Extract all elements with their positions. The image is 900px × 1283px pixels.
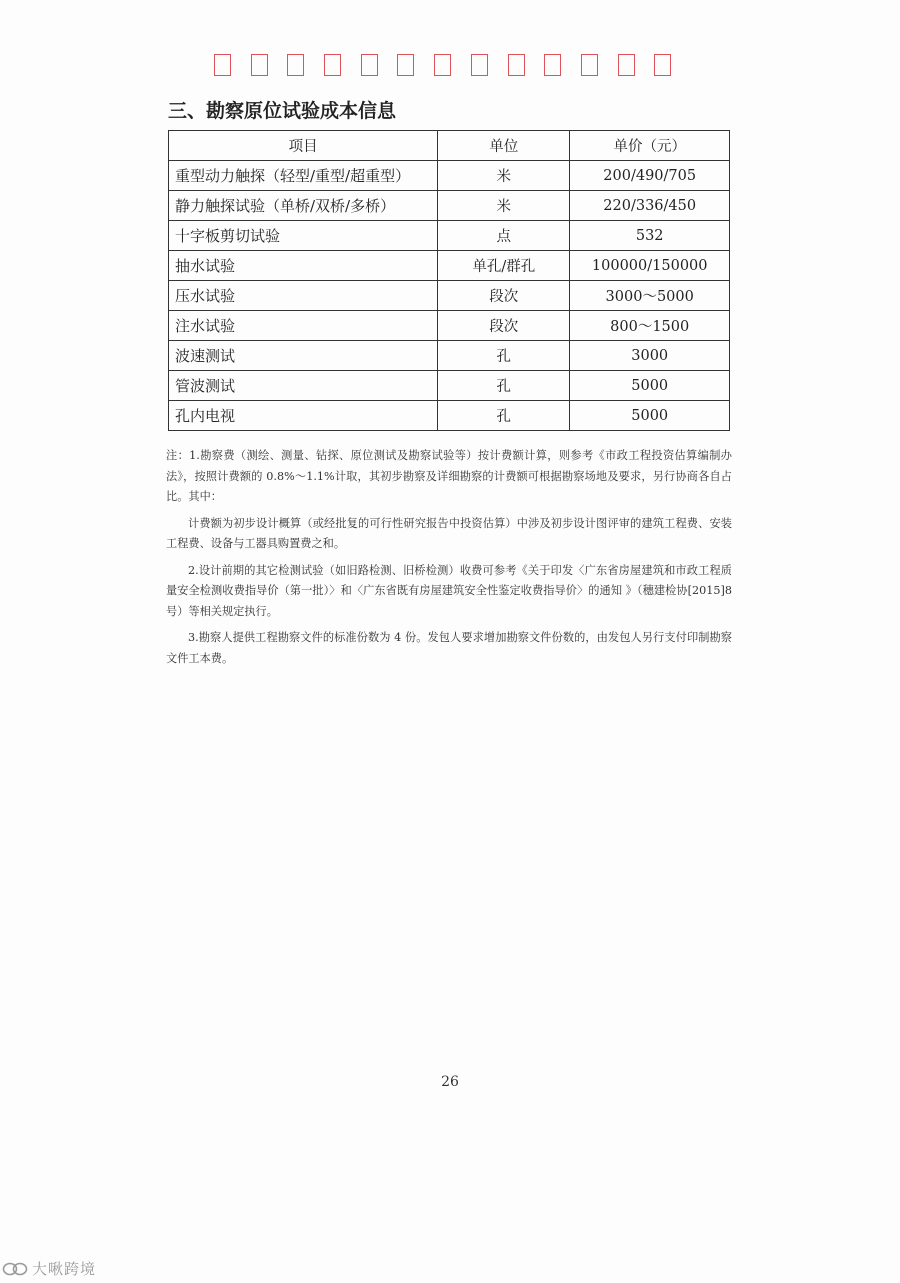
table-row <box>169 401 730 431</box>
header-unit: 单位 <box>438 131 570 161</box>
table-row <box>169 191 730 221</box>
header-box <box>214 54 231 76</box>
note-1-detail: 计费额为初步设计概算（或经批复的可行性研究报告中投资估算）中涉及初步设计图评审的建筑工程费、安装工程费、设备与工器具购置费之和。 <box>166 516 732 550</box>
cell-unit: 段次 <box>438 311 570 341</box>
cell-unit: 孔 <box>438 341 570 371</box>
cell-item: 静力触探试验（单桥/双桥/多桥） <box>169 191 438 221</box>
table-row <box>169 281 730 311</box>
table-row <box>169 311 730 341</box>
header-box <box>581 54 598 76</box>
header-box <box>361 54 378 76</box>
cell-unit: 点 <box>438 221 570 251</box>
header-item: 项目 <box>169 131 438 161</box>
cost-table <box>168 130 730 431</box>
cell-price: 100000/150000 <box>570 251 730 281</box>
header-box <box>251 54 268 76</box>
table-row <box>169 161 730 191</box>
table-row <box>169 341 730 371</box>
notes-section <box>166 446 732 675</box>
note-3: 3.勘察人提供工程勘察文件的标准份数为 4 份。发包人要求增加勘察文件份数的，由发包人另行支付印制勘察文件工本费。 <box>166 631 732 665</box>
cell-price: 5000 <box>570 371 730 401</box>
table-row <box>169 221 730 251</box>
cell-item: 管波测试 <box>169 371 438 401</box>
watermark <box>2 1258 96 1279</box>
cell-price: 200/490/705 <box>570 161 730 191</box>
header-box-row <box>214 54 691 76</box>
header-box <box>397 54 414 76</box>
header-price: 单价（元） <box>570 131 730 161</box>
note-1: 注：1.勘察费（测绘、测量、钻探、原位测试及勘察试验等）按计费额计算，则参考《市政工程投资估算编制办法》，按照计费额的 0.8%～1.1%计取，其初步勘察及详细勘察的计费额可根据勘察场地及要求，另行协商各自占比。其中： <box>166 449 732 503</box>
cell-price: 3000 <box>570 341 730 371</box>
header-box <box>618 54 635 76</box>
cell-price: 800～1500 <box>570 311 730 341</box>
cell-item: 压水试验 <box>169 281 438 311</box>
cell-price: 3000～5000 <box>570 281 730 311</box>
chat-bubble-icon <box>2 1261 28 1277</box>
header-box <box>471 54 488 76</box>
table-header-row <box>169 131 730 161</box>
section-title: 三、勘察原位试验成本信息 <box>168 100 397 122</box>
table-row <box>169 371 730 401</box>
cell-item: 重型动力触探（轻型/重型/超重型） <box>169 161 438 191</box>
cell-unit: 孔 <box>438 371 570 401</box>
cell-price: 5000 <box>570 401 730 431</box>
cell-price: 532 <box>570 221 730 251</box>
cell-item: 十字板剪切试验 <box>169 221 438 251</box>
cell-unit: 孔 <box>438 401 570 431</box>
cell-item: 抽水试验 <box>169 251 438 281</box>
header-box <box>654 54 671 76</box>
watermark-text: 大啾跨境 <box>32 1260 97 1278</box>
page-number: 26 <box>441 1074 459 1090</box>
header-box <box>544 54 561 76</box>
cell-unit: 米 <box>438 161 570 191</box>
note-2: 2.设计前期的其它检测试验（如旧路检测、旧桥检测）收费可参考《关于印发〈广东省房屋建筑和市政工程质量安全检测收费指导价（第一批）〉和〈广东省既有房屋建筑安全性鉴定收费指导价〉的通知 》（穗建检协[2015]8 号）等相关规定执行。 <box>166 563 732 618</box>
cell-item: 波速测试 <box>169 341 438 371</box>
table-row <box>169 251 730 281</box>
header-box <box>324 54 341 76</box>
cell-unit: 单孔/群孔 <box>438 251 570 281</box>
cell-price: 220/336/450 <box>570 191 730 221</box>
cell-item: 注水试验 <box>169 311 438 341</box>
cell-unit: 米 <box>438 191 570 221</box>
header-box <box>287 54 304 76</box>
header-box <box>434 54 451 76</box>
header-box <box>508 54 525 76</box>
cell-item: 孔内电视 <box>169 401 438 431</box>
cell-unit: 段次 <box>438 281 570 311</box>
